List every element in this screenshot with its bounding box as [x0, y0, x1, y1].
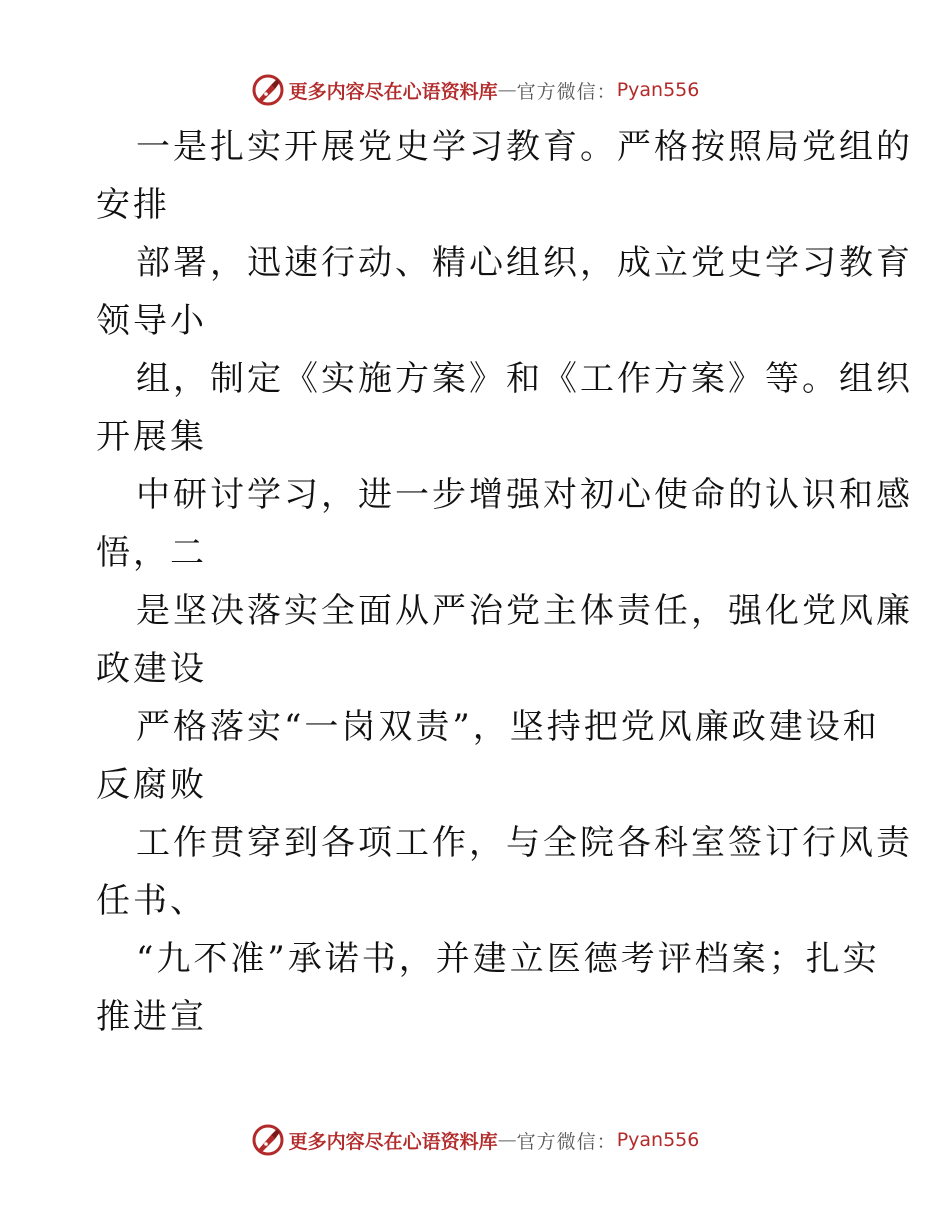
- text-line: “九不准”承诺书，并建立医德考评档案；扎实: [136, 939, 880, 979]
- document-body: [96, 118, 913, 1046]
- banner-brand-text: 更多内容尽在心语资料库: [288, 80, 498, 103]
- text-line: 领导小: [96, 301, 207, 341]
- banner-wechat-label: 官方微信：: [516, 1130, 617, 1153]
- header-banner: [0, 70, 950, 110]
- text-line: 是坚决落实全面从严治党主体责任，强化党风廉: [136, 591, 913, 631]
- text-line: 任书、: [96, 881, 207, 921]
- banner-separator: —: [497, 79, 517, 101]
- text-line: 组，制定《实施方案》和《工作方案》等。组织: [136, 359, 913, 399]
- text-line: 严格落实“一岗双责”，坚持把党风廉政建设和: [136, 707, 880, 747]
- banner-separator: —: [497, 1129, 517, 1151]
- banner-wechat-id: Pyan556: [616, 1129, 700, 1151]
- footer-banner: [0, 1120, 950, 1160]
- text-line: 推进宣: [96, 997, 207, 1037]
- text-line: 工作贯穿到各项工作，与全院各科室签订行风责: [136, 823, 913, 863]
- text-line: 中研讨学习，进一步增强对初心使命的认识和感: [136, 475, 913, 515]
- banner-brand-text: 更多内容尽在心语资料库: [288, 1130, 498, 1153]
- text-line: 开展集: [96, 417, 207, 457]
- text-line: 政建设: [96, 649, 207, 689]
- text-line: 反腐败: [96, 765, 207, 805]
- text-line: 一是扎实开展党史学习教育。严格按照局党组的: [136, 127, 913, 167]
- banner-wechat-label: 官方微信：: [516, 80, 617, 103]
- pen-nib-logo-icon: [251, 73, 285, 107]
- banner-wechat-id: Pyan556: [616, 79, 700, 101]
- text-line: 安排: [96, 185, 170, 225]
- pen-nib-logo-icon: [251, 1123, 285, 1157]
- text-line: 部署，迅速行动、精心组织，成立党史学习教育: [136, 243, 913, 283]
- text-line: 悟，二: [96, 533, 207, 573]
